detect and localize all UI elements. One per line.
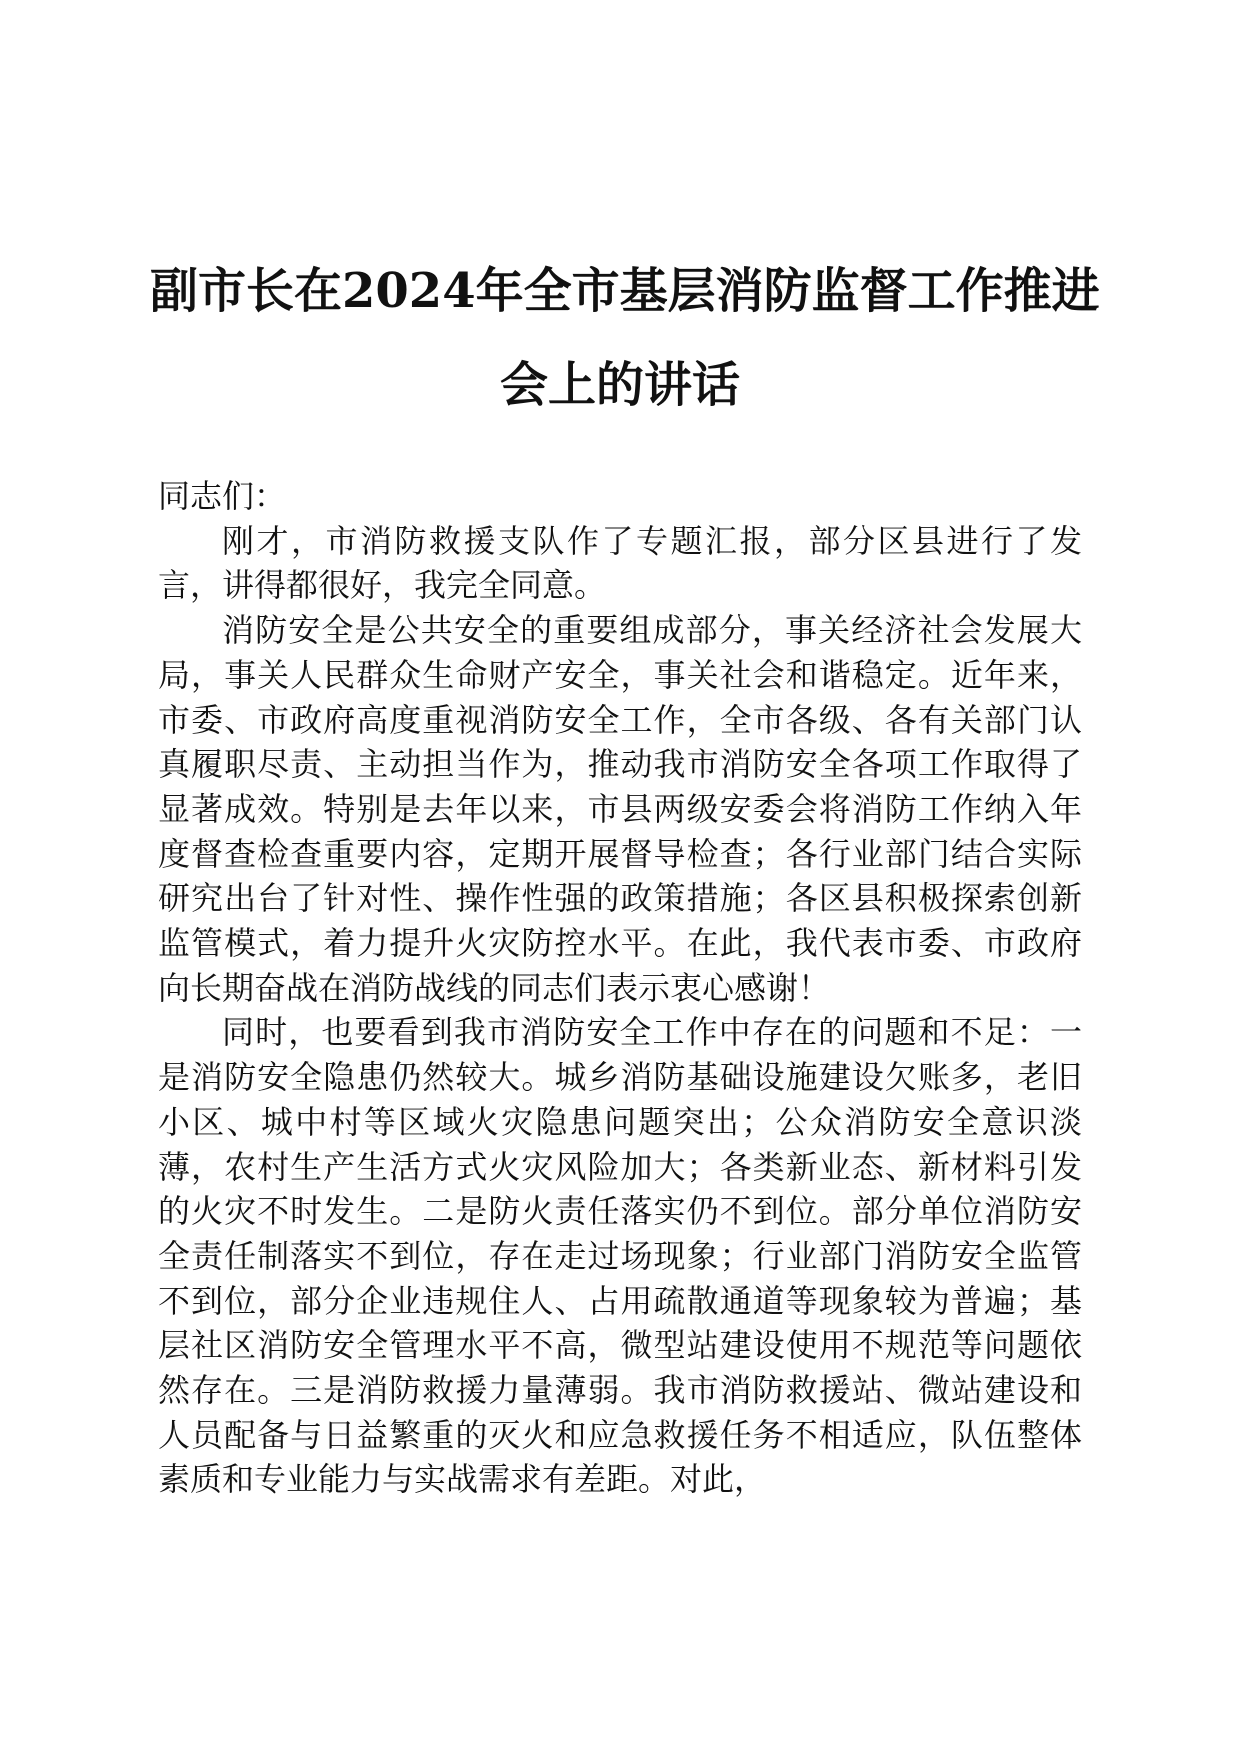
title-line-2: 会上的讲话	[499, 357, 740, 413]
title-line-1: 副市长在2024年全市基层消防监督工作推进	[150, 263, 1100, 319]
document-title	[150, 244, 1100, 432]
paragraph-3: 同时，也要看到我市消防安全工作中存在的问题和不足：一是消防安全隐患仍然较大。城乡消防基础设施建设欠账多，老旧小区、城中村等区域火灾隐患问题突出；公众消防安全意识淡薄，农村生产生活方式火灾风险加大；各类新业态、新材料引发的火灾不时发生。二是防火责任落实仍不到位。部分单位消防安全责任制落实不到位，存在走过场现象；行业部门消防安全监管不到位，部分企业违规住人、占用疏散通道等现象较为普遍；基层社区消防安全管理水平不高，微型站建设使用不规范等问题依然存在。三是消防救援力量薄弱。我市消防救援站、微站建设和人员配备与日益繁重的灭火和应急救援任务不相适应，队伍整体素质和专业能力与实战需求有差距。对此，	[158, 1013, 1082, 1499]
paragraph-2: 消防安全是公共安全的重要组成部分，事关经济社会发展大局，事关人民群众生命财产安全，事关社会和谐稳定。近年来，市委、市政府高度重视消防安全工作，全市各级、各有关部门认真履职尽责、主动担当作为，推动我市消防安全各项工作取得了显著成效。特别是去年以来，市县两级安委会将消防工作纳入年度督查检查重要内容，定期开展督导检查；各行业部门结合实际研究出台了针对性、操作性强的政策措施；各区县积极探索创新监管模式，着力提升火灾防控水平。在此，我代表市委、市政府向长期奋战在消防战线的同志们表示衷心感谢！	[158, 611, 1082, 1007]
document-body	[158, 474, 1082, 1502]
paragraph-1: 刚才，市消防救援支队作了专题汇报，部分区县进行了发言，讲得都很好，我完全同意。	[158, 521, 1082, 605]
salutation: 同志们：	[158, 477, 287, 515]
